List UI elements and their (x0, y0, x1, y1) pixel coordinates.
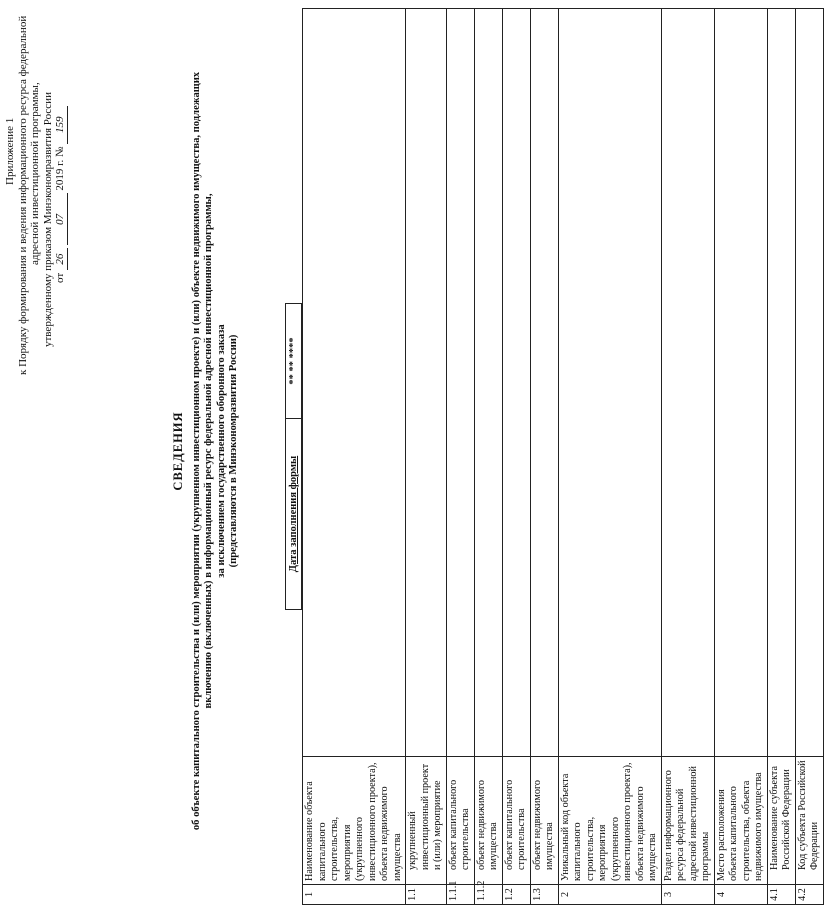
row-number: 1.1 (406, 885, 447, 905)
row-value-cell[interactable] (303, 9, 406, 757)
heading-line-1: об объекте капитального строительства и (или) мероприятии (укрупненном инвестиционном проекте) и (или) объекте недвижимого имущества, подлежащих (190, 71, 202, 831)
heading-line-2: включению (включенных) в информационный ресурс федеральной адресной инвестиционной программы, (203, 193, 215, 709)
document-heading (172, 17, 241, 885)
appendix-line-2: адресной инвестиционной программы, (29, 82, 41, 265)
row-label: Код субъекта Российской Федерации (795, 757, 823, 885)
date-month: 07 (54, 193, 68, 245)
row-label: Раздел информационного ресурса федеральной адресной инвестиционной программы (661, 757, 714, 885)
table-row (303, 9, 406, 905)
table-row (767, 9, 795, 905)
table-row (502, 9, 530, 905)
table-row (474, 9, 502, 905)
appendix-line-1: к Порядку формирования и ведения информационного ресурса федеральной (16, 15, 29, 375)
row-number: 1.2 (502, 885, 530, 905)
date-year: 2019 г. № (54, 146, 66, 191)
row-value-cell[interactable] (558, 9, 661, 757)
date-day: 26 (54, 248, 68, 270)
appendix-title: Приложение 1 (4, 117, 16, 185)
row-value-cell[interactable] (502, 9, 530, 757)
row-label: Наименование субъекта Российской Федерации (767, 757, 795, 885)
row-number: 1.1.2 (474, 885, 502, 905)
row-label: Место расположения объекта капитального строительства, объекта недвижимого имущества (714, 757, 767, 885)
row-value-cell[interactable] (530, 9, 558, 757)
row-value-cell[interactable] (406, 9, 447, 757)
row-label: укрупненный инвестиционный проект и (или) мероприятие (406, 757, 447, 885)
row-label: Уникальный код объекта капитального строительства, мероприятия (укрупненного инвестиционного проекта), объекта недвижимого имущества (558, 757, 661, 885)
heading-line-3: за исключением государственного оборонного заказа (215, 324, 227, 578)
appendix-block (4, 5, 68, 375)
row-label: объект недвижимого имущества (474, 757, 502, 885)
info-table (302, 8, 824, 905)
table-row (558, 9, 661, 905)
row-value-cell[interactable] (474, 9, 502, 757)
row-number: 3 (661, 885, 714, 905)
table-row (714, 9, 767, 905)
row-value-cell[interactable] (767, 9, 795, 757)
table-row (446, 9, 474, 905)
row-number: 4.2 (795, 885, 823, 905)
row-label: объект капитального строительства (446, 757, 474, 885)
form-date-label: Дата заполнения формы (286, 418, 301, 609)
row-value-cell[interactable] (446, 9, 474, 757)
row-number: 4 (714, 885, 767, 905)
form-date-box (285, 303, 302, 610)
table-row (661, 9, 714, 905)
table-row (530, 9, 558, 905)
heading-title: СВЕДЕНИЯ (171, 411, 185, 491)
table-row (795, 9, 823, 905)
order-number: 159 (54, 106, 68, 144)
table-row (406, 9, 447, 905)
appendix-date-line (54, 5, 68, 375)
row-number: 1.3 (530, 885, 558, 905)
row-value-cell[interactable] (795, 9, 823, 757)
row-number: 1 (303, 885, 406, 905)
row-value-cell[interactable] (661, 9, 714, 757)
row-label: объект недвижимого имущества (530, 757, 558, 885)
heading-line-4: (представляются в Минэкономразвития России) (228, 334, 240, 568)
date-prefix: от (54, 272, 66, 283)
row-label: объект капитального строительства (502, 757, 530, 885)
form-date-value: ** ** **** (288, 337, 299, 385)
row-label: Наименование объекта капитального строительства, мероприятия (укрупненного инвестиционного проекта), объекта недвижимого имущества (303, 757, 406, 885)
row-number: 2 (558, 885, 661, 905)
row-number: 4.1 (767, 885, 795, 905)
appendix-line-3: утвержденному приказом Минэкономразвития России (41, 92, 54, 347)
row-value-cell[interactable] (714, 9, 767, 757)
row-number: 1.1.1 (446, 885, 474, 905)
